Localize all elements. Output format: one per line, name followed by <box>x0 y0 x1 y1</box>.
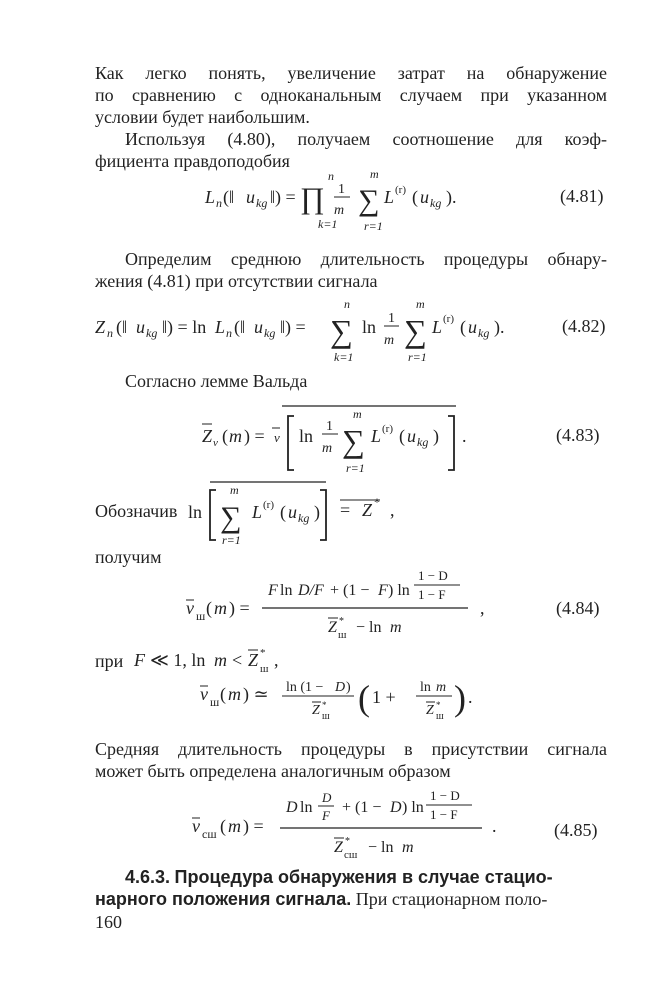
svg-text:ш: ш <box>322 711 330 722</box>
paragraph-line: Обозначив <box>95 501 178 521</box>
paragraph-line: получим <box>95 547 162 567</box>
svg-text:L: L <box>371 426 382 446</box>
paragraph-line: Согласно лемме Вальда <box>125 371 308 391</box>
svg-text:ш: ш <box>196 609 206 623</box>
svg-text:u: u <box>254 317 263 337</box>
svg-text:n: n <box>328 169 334 183</box>
svg-text:F: F <box>268 582 278 599</box>
svg-text:*: * <box>374 495 380 509</box>
svg-text:m: m <box>334 203 345 218</box>
svg-text:D: D <box>286 799 298 816</box>
svg-text:Z: Z <box>312 703 320 718</box>
paragraph-line: может быть определена аналогичным образом <box>95 761 451 781</box>
paragraph-line: по сравнению с одноканальным случаем при указанном <box>95 85 607 105</box>
svg-text:+ (1 −: + (1 − <box>330 582 370 599</box>
svg-text:(r): (r) <box>395 184 406 196</box>
svg-text:) ln: ) ln <box>388 582 410 599</box>
equation-number: (4.84) <box>556 598 600 618</box>
svg-text:m: m <box>353 407 362 421</box>
svg-text:) =: ) = <box>229 598 250 618</box>
svg-text:m: m <box>230 483 239 497</box>
svg-text:F: F <box>322 808 330 823</box>
svg-text:(‖: (‖ <box>223 187 235 207</box>
paragraph-line: Как легко понять, увеличение затрат на обнаружение <box>95 63 607 83</box>
svg-text:ν: ν <box>186 598 194 618</box>
svg-text:ln: ln <box>280 582 293 599</box>
paragraph-line: условии будет наибольшим. <box>95 107 310 127</box>
svg-text:ln: ln <box>362 317 377 337</box>
svg-text:*: * <box>322 700 327 710</box>
svg-text:).: ). <box>494 317 505 337</box>
paragraph-line: фициента правдоподобия <box>95 151 290 171</box>
svg-text:Z: Z <box>334 839 343 856</box>
svg-text:kg: kg <box>146 326 158 340</box>
svg-text:ln (1 −: ln (1 − <box>286 680 324 695</box>
svg-text:m: m <box>370 167 379 181</box>
section-heading-continued <box>95 888 607 910</box>
svg-text:u: u <box>407 426 416 446</box>
svg-text:ν: ν <box>192 816 200 836</box>
svg-text:): ) <box>454 678 466 718</box>
svg-text:(: ( <box>280 502 286 522</box>
svg-text:F: F <box>134 650 145 670</box>
svg-text:≪ 1, ln: ≪ 1, ln <box>150 650 206 670</box>
svg-text:∑: ∑ <box>330 313 353 349</box>
svg-text:): ) <box>433 426 439 446</box>
svg-text:1: 1 <box>388 311 395 326</box>
svg-text:.: . <box>468 687 473 707</box>
svg-text:k=1: k=1 <box>334 350 354 364</box>
svg-text:m: m <box>214 598 227 618</box>
svg-text:(: ( <box>206 598 212 618</box>
svg-text:Z: Z <box>248 650 259 670</box>
svg-text:n: n <box>216 196 222 210</box>
svg-text:Z: Z <box>202 426 213 446</box>
svg-text:L: L <box>252 502 263 522</box>
section-title-continued: нарного положения сигнала. <box>95 889 352 909</box>
svg-text:) ln: ) ln <box>402 799 424 816</box>
svg-text:(‖: (‖ <box>116 317 128 337</box>
svg-text:) =: ) = <box>243 816 264 836</box>
section-text: При стационарном поло- <box>355 889 548 909</box>
svg-text:ш: ш <box>260 663 269 675</box>
svg-text:*: * <box>436 700 441 710</box>
svg-text:ш: ш <box>210 695 220 709</box>
section-number: 4.6.3. <box>125 867 171 887</box>
svg-text:m: m <box>384 333 395 348</box>
svg-text:ln: ln <box>299 426 314 446</box>
page-number: 160 <box>95 912 122 932</box>
svg-text:(: ( <box>358 678 370 718</box>
svg-text:ν: ν <box>200 684 208 704</box>
svg-text:‖) =: ‖) = <box>280 317 306 337</box>
svg-text:L: L <box>205 187 216 207</box>
svg-text:D: D <box>335 680 346 695</box>
svg-text:kg: kg <box>430 196 442 210</box>
svg-text:,: , <box>480 598 485 618</box>
svg-text:.: . <box>462 426 467 446</box>
svg-text:*: * <box>339 616 344 627</box>
paragraph-line: жения (4.81) при отсутствии сигнала <box>95 271 378 291</box>
paragraph-line: при <box>95 651 124 671</box>
svg-text:u: u <box>136 317 145 337</box>
svg-text:.: . <box>492 816 497 836</box>
svg-text:сш: сш <box>344 849 358 861</box>
svg-text:=: = <box>340 500 351 520</box>
svg-text:r=1: r=1 <box>408 350 427 364</box>
svg-text:L: L <box>384 187 395 207</box>
svg-text:n: n <box>107 326 113 340</box>
equation-number: (4.81) <box>560 186 604 206</box>
svg-text:1 − F: 1 − F <box>430 807 458 822</box>
svg-text:1 − F: 1 − F <box>418 587 446 602</box>
svg-text:m: m <box>436 680 447 695</box>
svg-text:(r): (r) <box>443 313 454 325</box>
svg-text:r=1: r=1 <box>222 533 241 547</box>
svg-text:1: 1 <box>326 419 333 434</box>
svg-text:Z: Z <box>426 703 434 718</box>
svg-text:1: 1 <box>338 182 345 197</box>
svg-text:1 − D: 1 − D <box>430 788 460 803</box>
svg-text:ν: ν <box>213 437 218 449</box>
svg-text:(: ( <box>220 816 226 836</box>
svg-text:) ≃: ) ≃ <box>243 684 269 704</box>
svg-text:Z: Z <box>95 317 106 337</box>
paragraph-line: Используя (4.80), получаем соотношение для коэф- <box>125 129 607 149</box>
section-heading <box>125 866 607 888</box>
svg-text:m: m <box>390 619 402 636</box>
svg-text:).: ). <box>446 187 457 207</box>
svg-text:L: L <box>215 317 226 337</box>
svg-text:m: m <box>402 839 414 856</box>
svg-text:m: m <box>228 816 241 836</box>
svg-text:(: ( <box>460 317 466 337</box>
svg-text:r=1: r=1 <box>364 219 383 233</box>
svg-text:1 − D: 1 − D <box>418 568 448 583</box>
svg-text:D: D <box>322 790 332 805</box>
svg-text:) =: ) = <box>244 426 265 446</box>
svg-text:‖) = ln: ‖) = ln <box>162 317 207 337</box>
svg-text:(r): (r) <box>382 423 393 435</box>
svg-text:u: u <box>246 187 255 207</box>
svg-text:(‖: (‖ <box>234 317 246 337</box>
svg-text:‖) =: ‖) = <box>270 187 296 207</box>
svg-text:k=1: k=1 <box>318 217 338 231</box>
svg-text:*: * <box>345 836 350 847</box>
svg-text:kg: kg <box>298 511 310 525</box>
svg-text:kg: kg <box>417 435 429 449</box>
svg-text:u: u <box>288 502 297 522</box>
svg-text:ln: ln <box>188 502 203 522</box>
svg-text:(: ( <box>222 426 228 446</box>
svg-text:∑: ∑ <box>220 501 242 534</box>
svg-text:m: m <box>229 426 242 446</box>
svg-text:∑: ∑ <box>358 184 380 217</box>
svg-text:ln: ln <box>420 680 431 695</box>
svg-text:+ (1 −: + (1 − <box>342 799 382 816</box>
svg-text:,: , <box>390 500 395 520</box>
svg-text:n: n <box>344 297 350 311</box>
svg-text:∑: ∑ <box>342 423 365 459</box>
svg-text:− ln: − ln <box>368 839 394 856</box>
svg-text:): ) <box>314 502 320 522</box>
equation-number: (4.85) <box>554 820 598 840</box>
svg-text:L: L <box>432 317 443 337</box>
section-title: Процедура обнаружения в случае стацио- <box>174 867 553 887</box>
svg-text:): ) <box>346 680 351 695</box>
svg-text:Z: Z <box>362 500 373 520</box>
svg-text:− ln: − ln <box>356 619 382 636</box>
svg-text:сш: сш <box>202 827 217 841</box>
svg-text:ш: ш <box>436 711 444 722</box>
svg-text:Z: Z <box>328 619 337 636</box>
svg-text:kg: kg <box>478 326 490 340</box>
svg-text:(r): (r) <box>263 499 274 511</box>
svg-text:∑: ∑ <box>404 313 427 349</box>
svg-text:m: m <box>214 650 227 670</box>
svg-text:kg: kg <box>264 326 276 340</box>
svg-text:<: < <box>232 650 243 670</box>
svg-text:D: D <box>390 799 402 816</box>
svg-text:m: m <box>416 297 425 311</box>
svg-text:ш: ш <box>338 629 347 641</box>
svg-text:m: m <box>322 441 333 456</box>
svg-text:ln: ln <box>300 799 313 816</box>
svg-text:kg: kg <box>256 196 268 210</box>
svg-text:F: F <box>378 582 388 599</box>
svg-text:(: ( <box>412 187 418 207</box>
svg-text:(: ( <box>220 684 226 704</box>
svg-text:n: n <box>226 326 232 340</box>
svg-text:u: u <box>468 317 477 337</box>
svg-text:,: , <box>274 650 279 670</box>
svg-text:∏: ∏ <box>300 182 325 215</box>
svg-text:1 +: 1 + <box>372 687 396 707</box>
svg-text:ν: ν <box>274 430 280 445</box>
svg-text:r=1: r=1 <box>346 461 365 475</box>
svg-text:m: m <box>228 684 241 704</box>
equation-number: (4.82) <box>562 316 606 336</box>
svg-text:(: ( <box>399 426 405 446</box>
svg-text:*: * <box>260 647 266 659</box>
svg-text:u: u <box>420 187 429 207</box>
paragraph-line: Средняя длительность процедуры в присутствии сигнала <box>95 739 607 759</box>
equation-number: (4.83) <box>556 425 600 445</box>
paragraph-line: Определим среднюю длительность процедуры обнару- <box>125 249 607 269</box>
svg-text:D/F: D/F <box>298 582 324 599</box>
